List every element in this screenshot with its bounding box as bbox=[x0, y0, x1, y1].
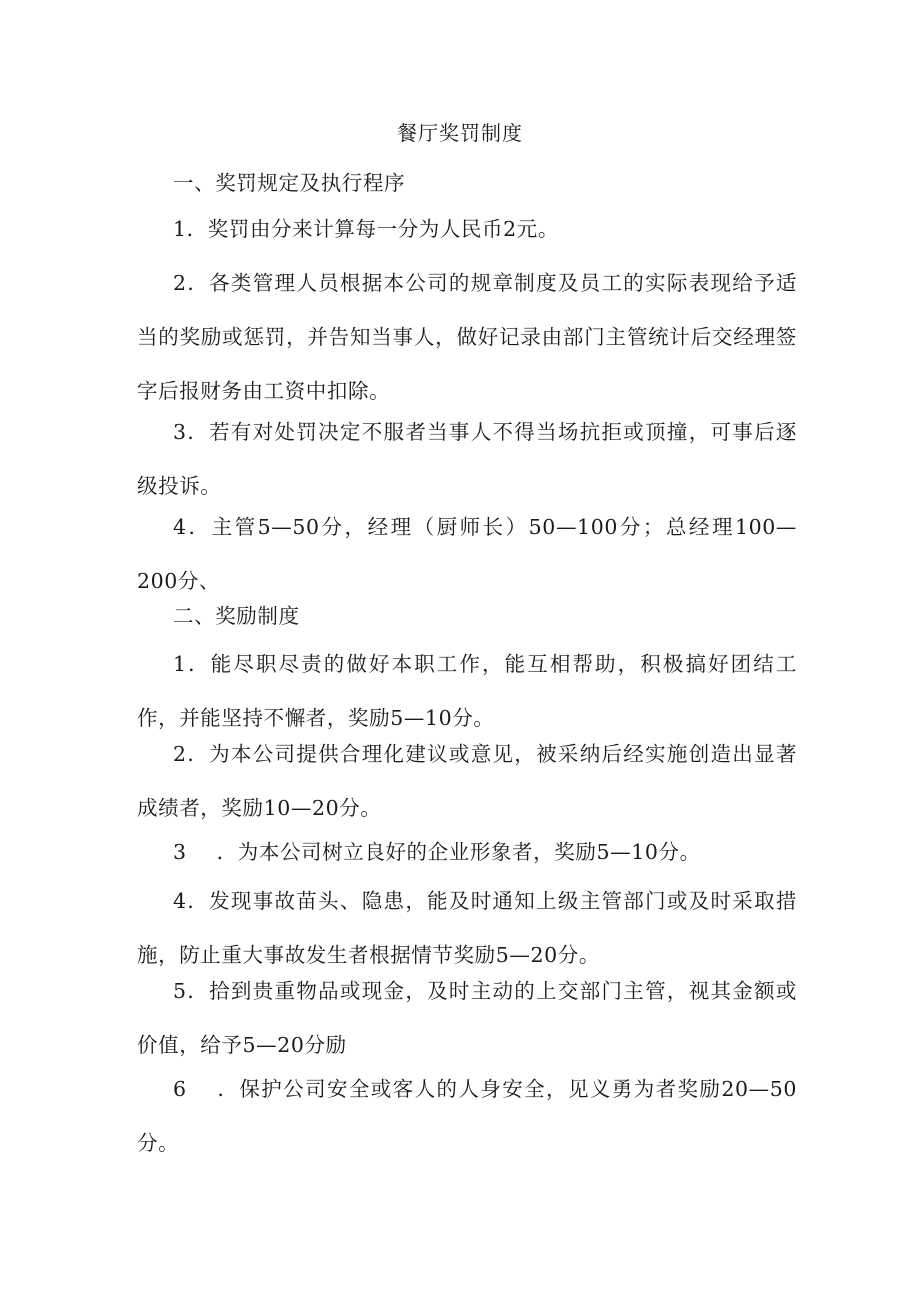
rule-item-4: 4．主管5—50分，经理（厨师长）50—100分；总经理100—200分、 bbox=[137, 515, 797, 593]
rule-item-1: 1．奖罚由分来计算每一分为人民币2元。 bbox=[173, 217, 559, 241]
reward-item-3-text: ．为本公司树立良好的企业形象者，奖励5—10分。 bbox=[216, 840, 701, 864]
section-heading-rules: 一、奖罚规定及执行程序 bbox=[173, 171, 406, 195]
reward-item-1: 1．能尽职尽责的做好本职工作，能互相帮助，积极搞好团结工作，并能坚持不懈者，奖励5—10分。 bbox=[137, 652, 797, 730]
reward-item-4: 4．发现事故苗头、隐患，能及时通知上级主管部门或及时采取措施，防止重大事故发生者根据情节奖励5—20分。 bbox=[137, 889, 797, 967]
reward-item-3-number: 3 bbox=[173, 840, 187, 864]
rule-item-3: 3．若有对处罚决定不服者当事人不得当场抗拒或顶撞，可事后逐级投诉。 bbox=[137, 420, 797, 498]
reward-item-2: 2．为本公司提供合理化建议或意见，被采纳后经实施创造出显著成绩者，奖励10—20分。 bbox=[137, 742, 797, 820]
reward-item-6-text: ．保护公司安全或客人的人身安全，见义勇为者奖励20—50分。 bbox=[137, 1077, 797, 1155]
section-heading-rewards: 二、奖励制度 bbox=[173, 604, 300, 628]
document-title: 餐厅奖罚制度 bbox=[397, 121, 523, 145]
rule-item-2: 2．各类管理人员根据本公司的规章制度及员工的实际表现给予适当的奖励或惩罚，并告知当事人，做好记录由部门主管统计后交经理签字后报财务由工资中扣除。 bbox=[137, 271, 797, 403]
reward-item-3 bbox=[137, 825, 797, 879]
reward-item-6 bbox=[137, 1062, 797, 1170]
reward-item-6-number: 6 bbox=[173, 1077, 187, 1101]
reward-item-5: 5．拾到贵重物品或现金，及时主动的上交部门主管，视其金额或价值，给予5—20分励 bbox=[137, 979, 797, 1057]
